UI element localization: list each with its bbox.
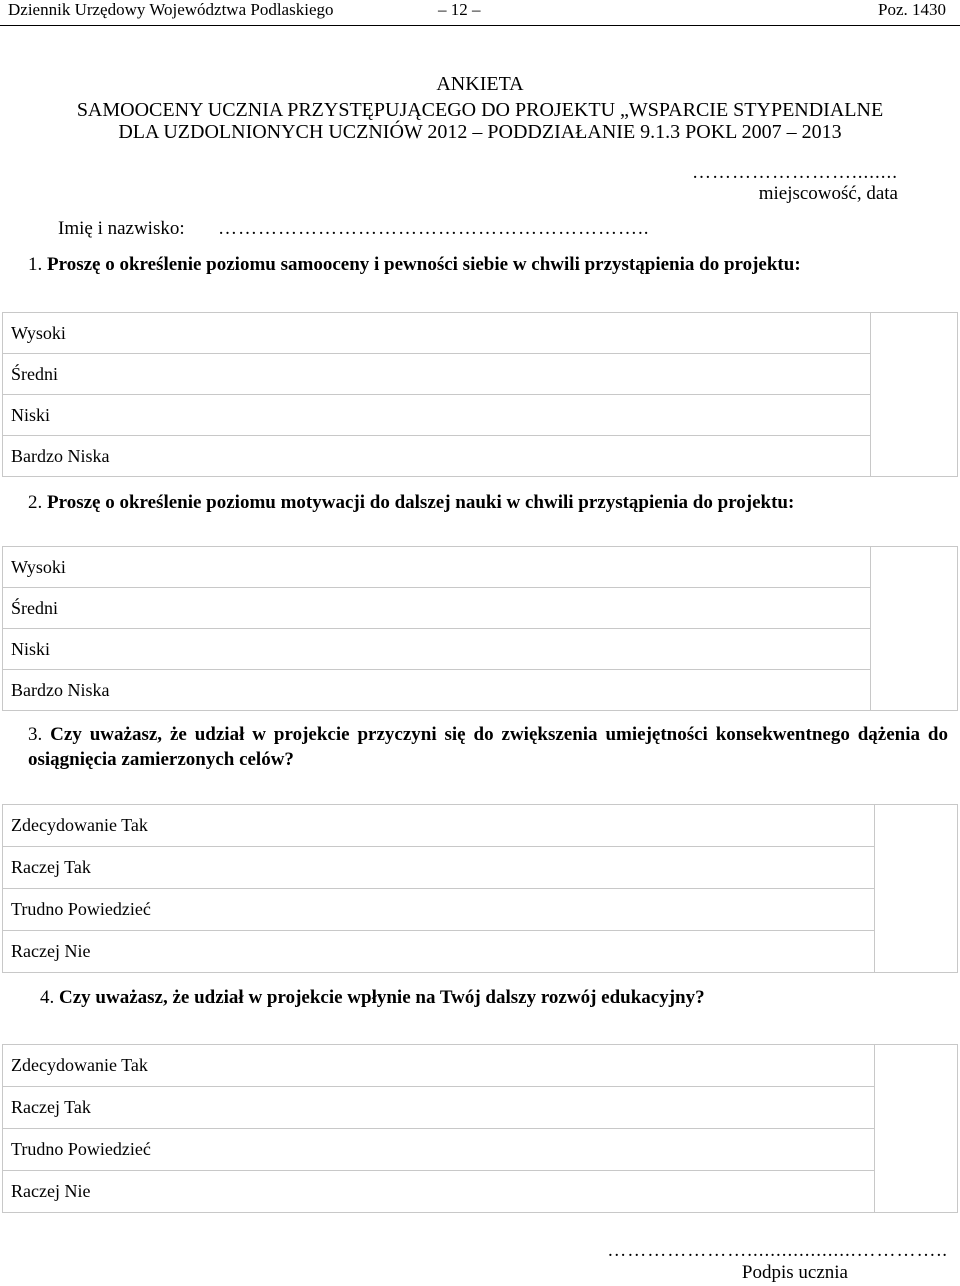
- page-header: [8, 0, 946, 24]
- option-label: Wysoki: [3, 313, 871, 354]
- option-label: Trudno Powiedzieć: [3, 889, 875, 931]
- option-label: Zdecydowanie Tak: [3, 1045, 875, 1087]
- journal-name: Dziennik Urzędowy Województwa Podlaskiego: [8, 0, 334, 19]
- question-1: [28, 252, 948, 277]
- question-3: [28, 722, 948, 772]
- option-label: Niski: [3, 629, 871, 670]
- page-number: – 12 –: [438, 0, 481, 19]
- place-date-label: miejscowość, data: [758, 183, 898, 204]
- question-4: [40, 985, 948, 1010]
- question-4-text: Czy uważasz, że udział w projekcie wpłynie na Twój dalszy rozwój edukacyjny?: [59, 987, 705, 1008]
- question-1-number: 1.: [28, 254, 43, 275]
- question-2-number: 2.: [28, 492, 43, 513]
- header-rule: [0, 25, 960, 26]
- question-4-table: [2, 1044, 958, 1213]
- signature-label: Podpis ucznia: [741, 1262, 848, 1283]
- position-number: Poz. 1430: [878, 0, 946, 19]
- option-label: Zdecydowanie Tak: [3, 805, 875, 847]
- question-3-table: [2, 804, 958, 973]
- option-label: Trudno Powiedzieć: [3, 1129, 875, 1171]
- question-2: [28, 490, 948, 515]
- form-title: ANKIETA: [436, 73, 524, 95]
- option-label: Raczej Tak: [3, 847, 875, 889]
- option-label: Niski: [3, 395, 871, 436]
- option-label: Bardzo Niska: [3, 436, 871, 477]
- name-dots[interactable]: ………………………………………………………..: [218, 218, 650, 239]
- question-1-text: Proszę o określenie poziomu samooceny i pewności siebie w chwili przystąpienia do projektu:: [47, 254, 801, 275]
- form-subtitle-line1: SAMOOCENY UCZNIA PRZYSTĘPUJĄCEGO DO PROJEKTU „WSPARCIE STYPENDIALNE: [76, 99, 884, 121]
- answer-box[interactable]: [871, 313, 958, 477]
- question-2-table: [2, 546, 958, 711]
- option-label: Bardzo Niska: [3, 670, 871, 711]
- question-3-number: 3.: [28, 724, 43, 745]
- question-4-number: 4.: [40, 987, 55, 1008]
- name-label: Imię i nazwisko:: [58, 218, 185, 239]
- option-label: Wysoki: [3, 547, 871, 588]
- question-2-text: Proszę o określenie poziomu motywacji do dalszej nauki w chwili przystąpienia do projektu:: [47, 492, 795, 513]
- option-label: Średni: [3, 588, 871, 629]
- answer-box[interactable]: [875, 805, 958, 973]
- option-label: Raczej Tak: [3, 1087, 875, 1129]
- option-label: Raczej Nie: [3, 1171, 875, 1213]
- option-label: Raczej Nie: [3, 931, 875, 973]
- question-3-text: Czy uważasz, że udział w projekcie przyczyni się do zwiększenia umiejętności konsekwentnego dążenia do osiągnięcia zamierzonych celów?: [28, 724, 948, 770]
- signature-dots[interactable]: …………………...................…………..: [607, 1240, 948, 1261]
- question-1-table: [2, 312, 958, 477]
- answer-box[interactable]: [871, 547, 958, 711]
- answer-box[interactable]: [875, 1045, 958, 1213]
- place-date-dots[interactable]: ……………………........: [692, 162, 898, 183]
- option-label: Średni: [3, 354, 871, 395]
- form-subtitle-line2: DLA UZDOLNIONYCH UCZNIÓW 2012 – PODDZIAŁANIE 9.1.3 POKL 2007 – 2013: [118, 121, 842, 143]
